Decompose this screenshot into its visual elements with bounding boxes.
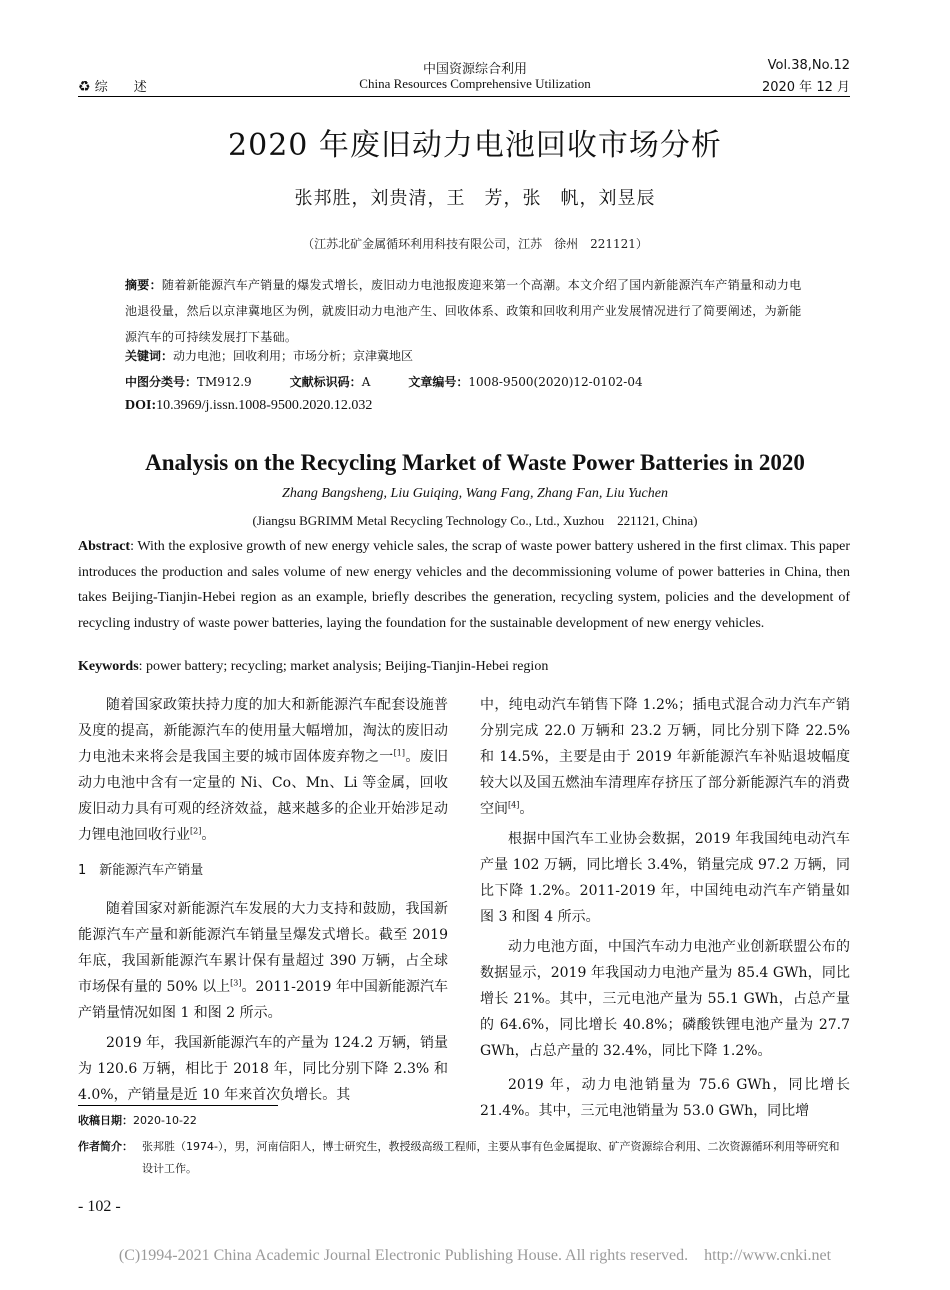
doccode-label: 文献标识码：	[289, 375, 362, 389]
keywords-cn-text: 动力电池；回收利用；市场分析；京津冀地区	[173, 349, 414, 363]
journal-name-en: China Resources Comprehensive Utilization	[359, 76, 591, 91]
paragraph-text: 随着国家对新能源汽车发展的大力支持和鼓励，我国新能源汽车产量和新能源汽车销量呈爆发式增长。截至 2019 年底，我国新能源汽车累计保有量超过 390 万辆，占全球市场保有量的 50% 以上	[78, 901, 448, 995]
clc-label: 中图分类号：	[125, 375, 198, 389]
affiliation-cn: （江苏北矿金属循环利用科技有限公司，江苏 徐州 221121）	[302, 237, 648, 251]
body-right-column	[480, 692, 850, 1124]
keywords-en-label: Keywords	[78, 659, 139, 674]
paragraph: 根据中国汽车工业协会数据，2019 年我国纯电动汽车产量 102 万辆，同比增长 3.4%，销量完成 97.2 万辆，同比下降 1.2%。2011-2019 年，中国纯电动汽车产销量如图 3 和图 4 所示。	[480, 831, 850, 925]
recycle-icon: ♻	[78, 79, 91, 95]
volume-issue: Vol.38,No.12	[767, 58, 850, 73]
paragraph-text: 。	[201, 827, 216, 843]
paragraph-text: 。2011-2019 年中国新能源汽车产销量情况如图 1 和图 2 所示。	[78, 979, 448, 1021]
section-heading-1: 1 新能源汽车产销量	[78, 863, 204, 878]
keywords-en-text: : power battery; recycling; market analysis; Beijing-Tianjin-Hebei region	[138, 659, 549, 674]
keywords-cn	[125, 347, 805, 364]
paragraph	[480, 692, 850, 822]
keywords-en	[78, 659, 850, 675]
doccode-value: A	[361, 375, 371, 389]
clc-code: TM912.9	[197, 375, 252, 389]
paragraph-text: 随着国家政策扶持力度的加大和新能源汽车配套设施普及度的提高，新能源汽车的使用量大幅增加，淘汰的废旧动力电池未来将会是我国主要的城市固体废弃物之一	[78, 697, 448, 765]
header-rule	[78, 96, 850, 97]
citation[interactable]: [3]	[230, 978, 242, 988]
keywords-cn-label: 关键词：	[125, 349, 174, 363]
abstract-cn-text: 随着新能源汽车产销量的爆发式增长，废旧动力电池报废迎来第一个高潮。本文介绍了国内新能源汽车产销量和动力电池退役量，然后以京津冀地区为例，就废旧动力电池产生、回收体系、政策和回收利用产业发展情况进行了简要阐述，为新能源汽车的可持续发展打下基础。	[125, 278, 802, 344]
paragraph	[78, 692, 448, 848]
abstract-cn	[125, 272, 805, 350]
paragraph: 2019 年，动力电池销量为 75.6 GWh，同比增长 21.4%。其中，三元电池销量为 53.0 GWh，同比增	[480, 1077, 850, 1119]
received-label: 收稿日期：	[78, 1114, 133, 1127]
journal-name-cn: 中国资源综合利用	[422, 62, 527, 77]
citation[interactable]: [1]	[393, 748, 405, 758]
paragraph-text: 中，纯电动汽车销售下降 1.2%；插电式混合动力汽车产销分别完成 22.0 万辆和 23.2 万辆，同比分别下降 22.5% 和 14.5%，主要是由于 2019 年新能源汽车补贴退坡幅度较大以及国五燃油车清理库存挤压了部分新能源汽车的消费空间	[480, 697, 850, 817]
paragraph: 2019 年，我国新能源汽车的产量为 124.2 万辆，销量为 120.6 万辆，相比于 2018 年，同比分别下降 2.3% 和 4.0%，产销量是近 10 年来首次负增长。其	[78, 1035, 448, 1103]
doi-value: 10.3969/j.issn.1008-9500.2020.12.032	[156, 398, 373, 413]
citation[interactable]: [2]	[190, 826, 202, 836]
classification-line	[125, 373, 805, 390]
citation[interactable]: [4]	[508, 800, 520, 810]
affiliation-en: (Jiangsu BGRIMM Metal Recycling Technology Co., Ltd., Xuzhou 221121, China)	[252, 513, 698, 528]
authors-en: Zhang Bangsheng, Liu Guiqing, Wang Fang, Zhang Fan, Liu Yuchen	[282, 486, 668, 501]
abstract-en-text: : With the explosive growth of new energy vehicle sales, the scrap of waste power battery ushered in the first climax. This paper introduces the production and sales volume of new energy vehicles and the decommissioning volume of power batteries in China, then takes Beijing-Tianjin-Hebei region as an example, briefly describes the generation, recycling system, policies and the development of recycling industry of waste power batteries, laying the foundation for the sustainable development of new energy vehicles.	[78, 539, 850, 631]
received-date	[78, 1112, 197, 1128]
abstract-en	[78, 534, 850, 636]
paragraph: 动力电池方面，中国汽车动力电池产业创新联盟公布的数据显示，2019 年我国动力电池产量为 85.4 GWh，同比增长 21%。其中，三元电池产量为 55.1 GWh，占总产量的 64.6%，同比增长 40.8%；磷酸铁锂电池产量为 27.7 GWh，占总产量的 32.4%，同比下降 1.2%。	[480, 939, 850, 1059]
received-value: 2020-10-22	[133, 1114, 197, 1127]
paragraph-text: 。	[519, 801, 534, 817]
copyright-watermark: (C)1994-2021 China Academic Journal Electronic Publishing House. All rights reserved. http://www.cnki.net	[118, 1247, 832, 1264]
doi-line	[125, 398, 805, 414]
paper-title-en: Analysis on the Recycling Market of Waste Power Batteries in 2020	[145, 450, 805, 475]
article-no-value: 1008-9500(2020)12-0102-04	[468, 375, 643, 389]
author-bio	[78, 1136, 850, 1180]
authors-cn: 张邦胜，刘贵清，王 芳，张 帆，刘昱辰	[294, 188, 656, 209]
paragraph-text: 。废旧动力电池中含有一定量的 Ni、Co、Mn、Li 等金属，回收废旧动力具有可观的经济效益，越来越多的企业开始涉足动力锂电池回收行业	[78, 749, 449, 843]
body-left-column	[78, 692, 448, 1108]
author-bio-text: 张邦胜（1974-），男，河南信阳人，博士研究生，教授级高级工程师，主要从事有色金属提取、矿产资源综合利用、二次资源循环利用等研究和设计工作。	[142, 1140, 840, 1175]
abstract-en-label: Abstract	[78, 539, 131, 554]
paragraph	[78, 896, 448, 1026]
doi-label: DOI:	[125, 398, 157, 413]
author-bio-label: 作者简介：	[78, 1140, 133, 1153]
abstract-cn-label: 摘要：	[125, 278, 162, 292]
paper-title-cn: 2020 年废旧动力电池回收市场分析	[228, 128, 722, 163]
article-no-label: 文章编号：	[408, 375, 469, 389]
section-label-text: 综 述	[94, 80, 147, 95]
footnote-rule	[78, 1105, 278, 1106]
page-number: - 102 -	[78, 1198, 121, 1215]
issue-date: 2020 年 12 月	[761, 80, 850, 95]
